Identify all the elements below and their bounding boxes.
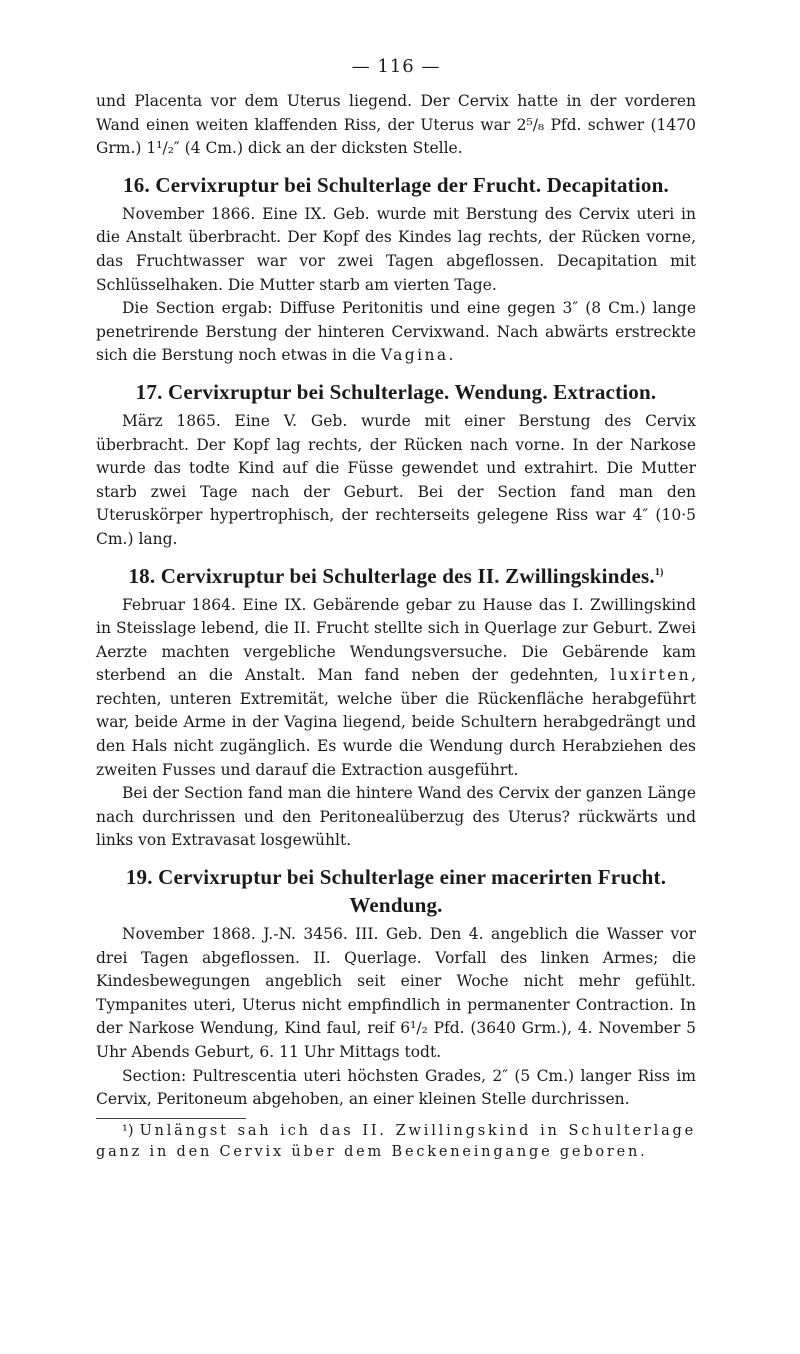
section-17-paragraph-1: März 1865. Eine V. Geb. wurde mit einer Berstung des Cervix überbracht. Der Kopf lag rechts, der Rücken nach vorne. In der Narkose wurde das todte Kind auf die Füsse gewendet und extrahirt. Die Mutter starb zwei Tage nach der Geburt. Bei der Section fand man den Uteruskörper hypertrophisch, der rechterseits gelegene Riss war 4″ (10·5 Cm.) lang.	[96, 411, 696, 548]
section-16-heading: 16. Cervixruptur bei Schulterlage der Frucht. Decapitation.	[123, 172, 669, 197]
section-18-paragraph-2: Bei der Section fand man die hintere Wand des Cervix der ganzen Länge nach durchrissen und den Peritonealüberzug des Uterus? rückwärts und links von Extravasat losgewühlt.	[96, 784, 696, 850]
section-16-paragraph-2	[96, 297, 696, 368]
section-19-heading-line-2: Wendung.	[349, 893, 443, 918]
section-19-paragraph-2: Section: Pultrescentia uteri höchsten Grades, 2″ (5 Cm.) langer Riss im Cervix, Peritoneum abgehoben, an einer kleinen Stelle durchrissen.	[96, 1066, 696, 1109]
page-number: — 116 —	[351, 56, 441, 77]
footnote-text: Unlängst sah ich das II. Zwillingskind in Schulterlage ganz in den Cervix über dem Beckeneingange geboren.	[96, 1122, 697, 1160]
section-18-paragraph-1-end: , rechten, unteren Extremität, welche über die Rückenfläche herabgeführt war, beide Arme in der Vagina liegend, beide Schultern herabgedrängt und den Hals nicht zugänglich. Es wurde die Wendung durch Herabziehen des zweiten Fusses und darauf die Extraction ausgeführt.	[96, 666, 696, 779]
section-18-heading-text: 18. Cervixruptur bei Schulterlage des II. Zwillingskindes.	[128, 563, 655, 588]
section-16-paragraph-2-end: .	[448, 346, 454, 365]
footnote-divider	[96, 1118, 246, 1119]
section-16-paragraph-2-text: Die Section ergab: Diffuse Peritonitis und eine gegen 3″ (8 Cm.) lange penetrirende Berstung der hinteren Cervixwand. Nach abwärts erstreckte sich die Berstung noch etwas in die	[96, 299, 696, 365]
section-17-heading: 17. Cervixruptur bei Schulterlage. Wendung. Extraction.	[135, 379, 657, 404]
footnote	[96, 1121, 696, 1163]
intro-paragraph: und Placenta vor dem Uterus liegend. Der Cervix hatte in der vorderen Wand einen weiten klaffenden Riss, der Uterus war 2⁵/₈ Pfd. schwer (1470 Grm.) 1¹/₂″ (4 Cm.) dick an der dicksten Stelle.	[96, 92, 696, 158]
section-18-paragraph-1	[96, 594, 696, 783]
spaced-word-luxirten: luxirten	[610, 666, 692, 685]
footnote-marker: ¹)	[122, 1122, 134, 1139]
footnote-reference: 1)	[654, 566, 664, 578]
section-16-paragraph-1: November 1866. Eine IX. Geb. wurde mit Berstung des Cervix uteri in die Anstalt überbracht. Der Kopf des Kindes lag rechts, der Rücken vorne, das Fruchtwasser war vor zwei Tagen abgeflossen. Decapitation mit Schlüsselhaken. Die Mutter starb am vierten Tage.	[96, 204, 696, 294]
section-18-heading	[96, 562, 696, 590]
section-18-paragraph-1-start: Februar 1864. Eine IX. Gebärende gebar zu Hause das I. Zwillingskind in Steisslage lebend, die II. Frucht stellte sich in Querlage zur Geburt. Zwei Aerzte machten vergebliche Wendungsversuche. Die Gebärende kam sterbend an die Anstalt. Man fand neben der gedehnten,	[96, 595, 696, 685]
section-19-heading-text: 19. Cervixruptur bei Schulterlage einer macerirten Frucht.	[125, 865, 667, 890]
spaced-word-vagina: Vagina	[381, 346, 449, 365]
section-19-paragraph-1: November 1868. J.-N. 3456. III. Geb. Den 4. angeblich die Wasser vor drei Tagen abgeflossen. II. Querlage. Vorfall des linken Armes; die Kindesbewegungen angeblich seit einer Woche nicht mehr gefühlt. Tympanites uteri, Uterus nicht empfindlich in permanenter Contraction. In der Narkose Wendung, Kind faul, reif 6¹/₂ Pfd. (3640 Grm.), 4. November 5 Uhr Abends Geburt, 6. 11 Uhr Mittags todt.	[96, 925, 696, 1061]
section-19-heading	[96, 863, 696, 919]
